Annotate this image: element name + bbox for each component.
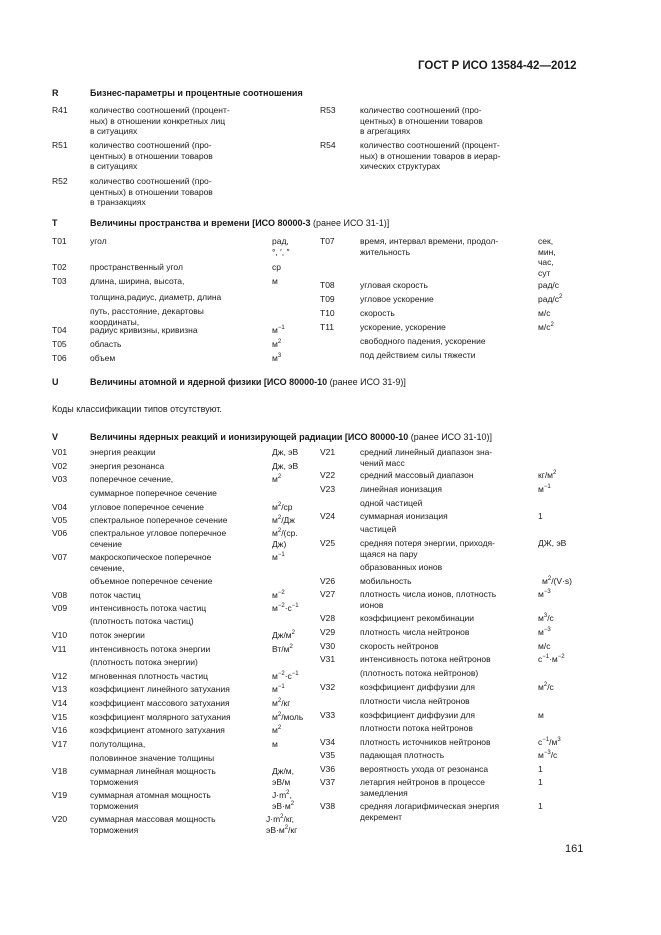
entry-desc: полутолщина, <box>90 739 146 749</box>
unit-exp: −1 <box>543 484 551 491</box>
entry-code: V09 <box>52 603 68 613</box>
entry-unit <box>538 589 608 600</box>
entry-unit <box>538 682 608 693</box>
unit-exp: 2 <box>277 725 282 732</box>
entry-desc: средняя логарифмическая энергия декремент <box>360 801 500 822</box>
entry-desc: объемное поперечное сечение <box>90 576 213 586</box>
unit-tail: /с <box>547 613 554 623</box>
entry-desc: свободного падения, ускорение <box>360 336 486 346</box>
title-normal: (ранее ИСО 31-9)] <box>327 377 406 387</box>
entry-code: V28 <box>320 613 336 623</box>
entry-desc: пространственный угол <box>90 262 183 272</box>
entry-code: T06 <box>52 353 67 363</box>
unit-base: м <box>272 698 278 708</box>
page-number: 161 <box>565 843 584 855</box>
unit-base: м <box>272 684 278 694</box>
entry-desc: угловое поперечное сечение <box>90 502 204 512</box>
entry-desc: коэффициент атомного затухания <box>90 725 225 735</box>
unit-base: м <box>272 552 278 562</box>
entry-desc: поток частиц <box>90 590 141 600</box>
unit-base: м <box>538 627 544 637</box>
entry-desc: коэффициент молярного затухания <box>90 712 231 722</box>
entry-code: T07 <box>320 236 335 246</box>
unit-exp: −3 <box>543 750 551 757</box>
entry-desc: энергия реакции <box>90 447 156 457</box>
entry-desc: плотность источников нейтронов <box>360 737 491 747</box>
unit-exp: 2 <box>286 790 290 797</box>
entry-code: V14 <box>52 698 68 708</box>
entry-code: R41 <box>52 105 68 115</box>
unit-exp: −3 <box>543 589 551 596</box>
entry-unit <box>266 814 316 835</box>
section-title <box>90 432 492 442</box>
title-bold: Величины атомной и ядерной физики [ИСО 80000-10 <box>90 377 328 387</box>
unit-exp: −1 <box>542 737 550 744</box>
unit-exp: −2 <box>277 671 285 678</box>
entry-desc: частицей <box>360 524 397 534</box>
entry-unit <box>272 353 322 364</box>
unit-tail: /моль <box>281 712 304 722</box>
unit-base: эВ·м <box>266 824 285 835</box>
entry-unit: м <box>272 739 278 749</box>
unit-exp: 2 <box>550 322 554 329</box>
entry-code: V30 <box>320 641 336 651</box>
entry-desc: (плотность потока нейтронов) <box>360 668 479 678</box>
entry-unit <box>542 576 612 587</box>
entry-unit <box>272 725 322 736</box>
entry-desc: (плотность потока энергии) <box>90 657 198 667</box>
unit-exp: 2 <box>547 576 552 583</box>
entry-unit <box>538 737 608 748</box>
entry-code: T11 <box>320 322 335 332</box>
entry-desc: образованных ионов <box>360 562 443 572</box>
entry-desc: угол <box>90 236 107 246</box>
unit-exp: 2 <box>559 294 563 301</box>
unit-base: кг/м <box>538 470 554 480</box>
unit-tail: ·с <box>284 603 292 613</box>
entry-code: V01 <box>52 447 68 457</box>
entry-code: T04 <box>52 325 67 335</box>
entry-desc: интенсивность потока частиц <box>90 603 207 613</box>
unit-exp: 2 <box>277 474 282 481</box>
entry-code: V04 <box>52 502 68 512</box>
unit-exp: 3 <box>277 353 282 360</box>
entry-code: V33 <box>320 710 336 720</box>
entry-unit <box>538 627 608 638</box>
entry-unit: 1 <box>538 777 543 787</box>
unit-tail: , <box>289 790 292 800</box>
entry-code: V23 <box>320 484 336 494</box>
unit-base: м <box>272 502 278 512</box>
unit-base: м <box>272 528 278 538</box>
entry-code: V12 <box>52 671 68 681</box>
entry-desc: интенсивность потока энергии <box>90 644 211 654</box>
entry-desc: скорость <box>360 308 395 318</box>
entry-unit <box>538 484 608 495</box>
entry-desc: радиус кривизны, кривизна <box>90 325 198 335</box>
entry-code: T02 <box>52 262 67 272</box>
entry-unit: м/с <box>538 641 551 651</box>
section-title <box>90 377 406 387</box>
entry-desc: коэффициент диффузии для <box>360 682 476 692</box>
entry-desc: толщина,радиус, диаметр, длина <box>90 292 222 302</box>
entry-unit <box>538 654 608 665</box>
entry-code: R54 <box>320 140 336 150</box>
document-header: ГОСТ Р ИСО 13584-42—2012 <box>418 60 577 72</box>
entry-code: V35 <box>320 750 336 760</box>
entry-code: V16 <box>52 725 68 735</box>
entry-unit <box>272 671 322 682</box>
entry-unit: м <box>538 710 544 720</box>
unit-base: м <box>538 750 544 760</box>
entry-code: T03 <box>52 276 67 286</box>
unit-exp: 2 <box>277 502 282 509</box>
entry-unit <box>272 603 322 614</box>
unit-base: с <box>538 737 543 747</box>
unit-exp: 2 <box>280 814 284 821</box>
entry-code: R53 <box>320 105 336 115</box>
entry-desc: средний массовый диапазон <box>360 470 474 480</box>
entry-code: V31 <box>320 654 336 664</box>
unit-base: с <box>538 654 543 664</box>
unit-tail: /м <box>549 737 558 747</box>
entry-code: V17 <box>52 739 68 749</box>
unit-base: Вт/м <box>272 644 290 654</box>
unit-base: м <box>272 353 278 363</box>
entry-desc: плотности числа нейтронов <box>360 696 470 706</box>
entry-code: V19 <box>52 790 68 800</box>
entry-desc: количество соотношений (про- центных) в отношении товаров в транзакциях <box>90 176 213 207</box>
entry-desc: суммарная атомная мощность торможения <box>90 790 211 811</box>
entry-desc: плотность числа нейтронов <box>360 627 470 637</box>
entry-code: V38 <box>320 801 336 811</box>
entry-desc: суммарная линейная мощность торможения <box>90 766 216 787</box>
entry-desc: вероятность ухода от резонанса <box>360 764 489 774</box>
unit-base: м <box>272 725 278 735</box>
unit-base: рад/с <box>538 294 560 304</box>
unit-tail: /с <box>550 750 558 760</box>
unit-base: м <box>272 339 278 349</box>
entry-desc: энергия резонанса <box>90 461 165 471</box>
unit-exp: −1 <box>277 325 285 332</box>
unit-tail: /(ср. Дж) <box>272 528 298 549</box>
entry-unit <box>272 552 322 563</box>
entry-desc: длина, ширина, высота, <box>90 276 185 286</box>
entry-desc: одной частицей <box>360 498 423 508</box>
unit-base: м <box>272 325 278 335</box>
entry-unit: 1 <box>538 801 543 811</box>
unit-base: м/с <box>538 322 551 332</box>
unit-base: м <box>272 474 278 484</box>
unit-base: Дж/м <box>272 630 292 640</box>
entry-desc: средняя потеря энергии, приходя- щаяся на пару <box>360 538 495 559</box>
unit-exp: −1 <box>291 603 299 610</box>
entry-unit: 1 <box>538 764 543 774</box>
entry-desc: интенсивность потока нейтронов <box>360 654 491 664</box>
entry-unit: рад, °, ′, ″ <box>272 236 290 257</box>
entry-code: V20 <box>52 814 68 824</box>
entry-unit: сек, мин, час, сут <box>538 236 556 278</box>
entry-unit <box>272 590 322 601</box>
entry-unit: ДЖ, эВ <box>538 538 567 548</box>
unit-exp: 2 <box>290 800 295 807</box>
unit-tail: /(V·s) <box>551 576 572 586</box>
entry-unit <box>272 528 322 549</box>
unit-exp: 2 <box>284 824 289 831</box>
unit-exp: 2 <box>291 630 295 637</box>
entry-desc: спектральное угловое поперечное сечение <box>90 528 227 549</box>
entry-code: V34 <box>320 737 336 747</box>
unit-exp: −2 <box>277 590 285 597</box>
entry-desc: объем <box>90 353 116 363</box>
entry-unit <box>538 750 608 761</box>
entry-code: V11 <box>52 644 67 654</box>
entry-desc: коэффициент массового затухания <box>90 698 230 708</box>
entry-code: V27 <box>320 589 336 599</box>
entry-unit <box>272 684 322 695</box>
section-code: V <box>52 432 59 442</box>
unit-tail: /с <box>547 682 554 692</box>
entry-desc: суммарная ионизация <box>360 511 448 521</box>
entry-code: V05 <box>52 515 68 525</box>
unit-base: м <box>272 671 278 681</box>
entry-code: R52 <box>52 176 68 186</box>
entry-unit: м/с <box>538 308 551 318</box>
entry-unit <box>272 630 322 641</box>
unit-base: м <box>538 484 544 494</box>
unit-base: J·m <box>272 790 287 800</box>
entry-code: T01 <box>52 236 67 246</box>
entry-unit <box>272 474 322 485</box>
entry-desc: количество соотношений (процент- ных) в отношении товаров в иерар- хических структурах <box>360 140 501 171</box>
entry-unit <box>272 644 322 655</box>
entry-desc: суммарное поперечное сечение <box>90 488 217 498</box>
entry-code: V25 <box>320 538 336 548</box>
entry-desc: половинное значение толщины <box>90 753 215 763</box>
entry-unit <box>272 712 322 723</box>
entry-unit: 1 <box>538 511 543 521</box>
entry-code: V03 <box>52 474 68 484</box>
unit-exp: 2 <box>277 528 282 535</box>
entry-code: V32 <box>320 682 336 692</box>
entry-desc: скорость нейтронов <box>360 641 439 651</box>
entry-code: V08 <box>52 590 68 600</box>
entry-unit <box>272 502 322 513</box>
entry-code: V37 <box>320 777 336 787</box>
entry-desc: коэффициент рекомбинации <box>360 613 475 623</box>
entry-code: V13 <box>52 684 68 694</box>
unit-base: эВ·м <box>272 800 291 811</box>
entry-desc: область <box>90 339 122 349</box>
entry-desc: средний линейный диапазон зна- чений масс <box>360 447 493 468</box>
unit-exp: −1 <box>291 671 299 678</box>
section-code: U <box>52 377 59 387</box>
entry-code: V26 <box>320 576 336 586</box>
unit-exp: −1 <box>542 654 550 661</box>
entry-desc: падающая плотность <box>360 750 445 760</box>
entry-code: V21 <box>320 447 336 457</box>
entry-desc: количество соотношений (процент- ных) в отношении конкретных лиц в ситуациях <box>90 105 230 136</box>
unit-exp: 2 <box>277 515 282 522</box>
entry-unit <box>272 325 322 336</box>
entry-code: V07 <box>52 552 68 562</box>
unit-exp: 2 <box>277 339 282 346</box>
entry-unit <box>538 322 608 333</box>
unit-exp: 2 <box>277 698 282 705</box>
unit-tail: ·м <box>549 654 558 664</box>
unit-exp: −2 <box>557 654 565 661</box>
entry-code: V24 <box>320 511 336 521</box>
title-bold: Величины пространства и времени [ИСО 80000-3 <box>90 218 311 228</box>
entry-unit: рад/с <box>538 280 560 290</box>
entry-unit: ср <box>272 262 281 272</box>
entry-desc: количество соотношений (про- центных) в отношении товаров в ситуациях <box>90 140 213 171</box>
entry-code: V06 <box>52 528 68 538</box>
unit-tail: /Дж <box>281 515 295 525</box>
unit-base: м <box>272 590 278 600</box>
entry-unit <box>272 339 322 350</box>
entry-unit: м <box>272 276 278 286</box>
unit-base: м <box>272 603 278 613</box>
title-normal: (ранее ИСО 31-10)] <box>408 432 492 442</box>
entry-desc: поперечное сечение, <box>90 474 174 484</box>
section-code: T <box>52 218 58 228</box>
section-code: R <box>52 88 59 98</box>
entry-code: V22 <box>320 470 336 480</box>
entry-unit <box>272 698 322 709</box>
entry-desc: ускорение, ускорение <box>360 322 446 332</box>
entry-unit <box>538 613 608 624</box>
entry-unit: Дж, эВ <box>272 447 299 457</box>
section-title: Бизнес-параметры и процентные соотношения <box>90 88 303 98</box>
entry-code: V36 <box>320 764 336 774</box>
entry-unit <box>538 470 608 481</box>
entry-code: T08 <box>320 280 335 290</box>
entry-desc: (плотность потока частиц) <box>90 616 194 626</box>
entry-code: V10 <box>52 630 68 640</box>
u-note: Коды классификации типов отсутствуют. <box>52 404 222 414</box>
entry-desc: коэффициент диффузии для <box>360 710 476 720</box>
entry-desc: плотности потока нейтронов <box>360 723 473 733</box>
unit-tail: /кг <box>281 698 291 708</box>
entry-code: T05 <box>52 339 67 349</box>
section-title <box>90 218 389 228</box>
unit-tail: /кг <box>288 824 298 835</box>
unit-base: м <box>272 712 278 722</box>
entry-desc: мгновенная плотность частиц <box>90 671 208 681</box>
title-normal: (ранее ИСО 31-1)] <box>310 218 390 228</box>
unit-exp: 3 <box>557 737 561 744</box>
unit-base: м <box>542 576 548 586</box>
unit-tail: /ср <box>281 502 293 512</box>
entry-desc: угловая скорость <box>360 280 428 290</box>
entry-code: V02 <box>52 461 68 471</box>
unit-base: м <box>272 515 278 525</box>
entry-unit: Дж/м, эВ/м <box>272 766 295 787</box>
entry-desc: под действием силы тяжести <box>360 350 476 360</box>
entry-code: R51 <box>52 140 68 150</box>
entry-desc: количество соотношений (про- центных) в отношении товаров в агрегациях <box>360 105 483 136</box>
unit-base: м <box>538 613 544 623</box>
entry-code: T09 <box>320 294 335 304</box>
unit-exp: −2 <box>277 603 285 610</box>
entry-desc: мобильность <box>360 576 412 586</box>
unit-exp: 2 <box>289 644 293 651</box>
entry-desc: летаргия нейтронов в процессе замедления <box>360 777 485 798</box>
entry-desc: линейная ионизация <box>360 484 443 494</box>
entry-desc: угловое ускорение <box>360 294 434 304</box>
entry-desc: путь, расстояние, декартовы координаты, <box>90 306 204 327</box>
entry-code: T10 <box>320 308 335 318</box>
entry-desc: время, интервал времени, продол- жительность <box>360 236 499 257</box>
unit-base: м <box>538 589 544 599</box>
unit-exp: 2 <box>543 682 548 689</box>
title-bold: Величины ядерных реакций и ионизирующей радиации [ИСО 80000-10 <box>90 432 409 442</box>
entry-desc: спектральное поперечное сечение <box>90 515 228 525</box>
entry-unit: Дж, эВ <box>272 461 299 471</box>
unit-exp: 3 <box>543 613 548 620</box>
unit-exp: −1 <box>277 552 285 559</box>
entry-unit <box>272 790 322 811</box>
entry-desc: макроскопическое поперечное сечение, <box>90 552 212 573</box>
entry-unit <box>272 515 322 526</box>
entry-desc: поток энергии <box>90 630 145 640</box>
unit-base: J·m <box>266 814 281 824</box>
entry-code: V29 <box>320 627 336 637</box>
unit-exp: −3 <box>543 627 551 634</box>
entry-desc: коэффициент линейного затухания <box>90 684 230 694</box>
entry-unit <box>538 294 608 305</box>
unit-exp: −1 <box>277 684 285 691</box>
entry-code: V15 <box>52 712 68 722</box>
unit-exp: 2 <box>553 470 557 477</box>
unit-tail: ·с <box>284 671 292 681</box>
entry-code: V18 <box>52 766 68 776</box>
unit-base: м <box>538 682 544 692</box>
entry-desc: плотность числа ионов, плотность ионов <box>360 589 497 610</box>
entry-desc: суммарная массовая мощность торможения <box>90 814 216 835</box>
unit-exp: 2 <box>277 712 282 719</box>
unit-tail: /кг, <box>283 814 295 824</box>
